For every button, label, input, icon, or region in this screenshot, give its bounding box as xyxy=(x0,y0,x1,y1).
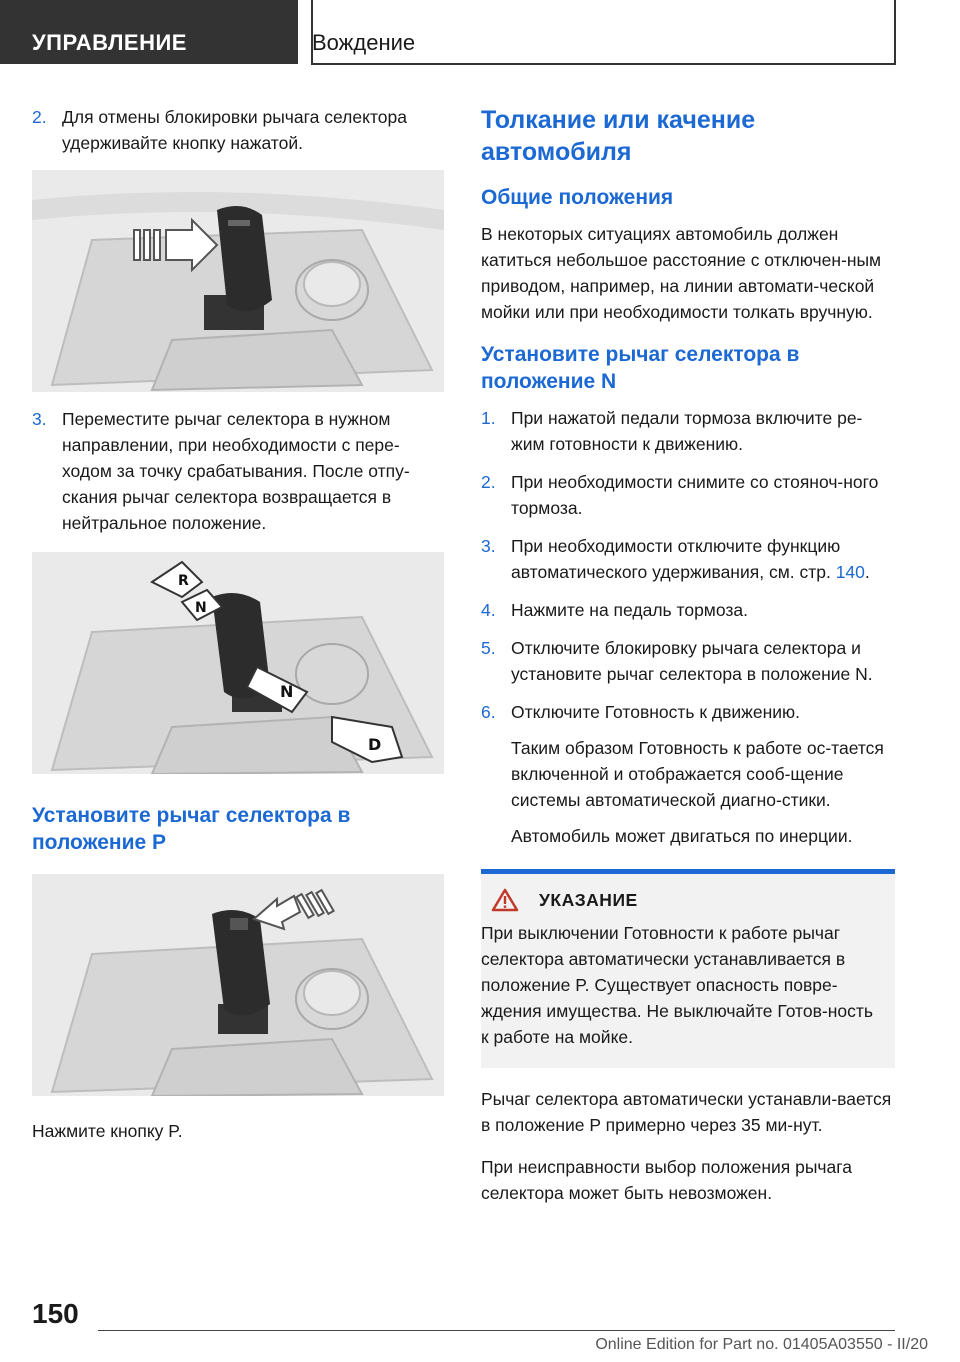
general-text: В некоторых ситуациях автомобиль должен катиться небольшое расстояние с отключен-ным приводом, например, на линии автомати-ческой мойки или при необходимости толкать вручную. xyxy=(481,224,882,322)
step-text: Для отмены блокировки рычага селектора удерживайте кнопку нажатой. xyxy=(62,107,407,153)
step-number: 3. xyxy=(481,536,496,556)
footer-rule xyxy=(98,1330,895,1331)
step-5 xyxy=(481,635,895,687)
right-column xyxy=(481,104,895,1222)
label-r: R xyxy=(178,573,189,589)
edition-text: Online Edition for Part no. 01405A03550 - II/20 xyxy=(595,1336,928,1353)
heading-position-n: Установите рычаг селектора в положение N xyxy=(481,343,800,393)
step-number: 1. xyxy=(481,408,496,428)
step-3 xyxy=(481,533,895,585)
step-text: При нажатой педали тормоза включите ре-жим готовности к движению. xyxy=(511,408,863,454)
step-text: Отключите блокировку рычага селектора и установите рычаг селектора в положение N. xyxy=(511,638,873,684)
shifter-button-illustration xyxy=(32,170,444,392)
step-1 xyxy=(481,405,895,457)
step-3 xyxy=(32,406,444,536)
park-button-illustration xyxy=(32,874,444,1096)
notice-header xyxy=(481,888,881,912)
step-text: При необходимости снимите со стояноч-ного тормоза. xyxy=(511,472,879,518)
step-text: Отключите Готовность к движению. xyxy=(511,702,801,722)
step-number: 5. xyxy=(481,638,496,658)
step-number: 2. xyxy=(481,472,496,492)
step-number: 2. xyxy=(32,107,47,127)
chapter-title: Вождение xyxy=(312,30,416,55)
warning-triangle-icon xyxy=(491,888,519,912)
label-d: D xyxy=(368,735,382,754)
step-text: Переместите рычаг селектора в нужном направлении, при необходимости с пере-ходом за точку срабатывания. После отпу-скания рычаг селектора возвращается в нейтральное положение. xyxy=(62,409,410,533)
label-n-upper: N xyxy=(195,600,207,616)
step-2 xyxy=(481,469,895,521)
step-4 xyxy=(481,597,895,623)
caption-press-p: Нажмите кнопку P. xyxy=(32,1121,183,1141)
notice-text: При выключении Готовности к работе рычаг селектора автоматически устанавливается в положение P. Существует опасность повре-ждения имущества. Не выключайте Готов-ность к работе на мойке. xyxy=(481,923,873,1047)
paragraph-auto-park: Рычаг селектора автоматически устанавли-вается в положение P примерно через 35 ми-нут. xyxy=(481,1089,892,1135)
page-number: 150 xyxy=(32,1298,79,1329)
step-text: При необходимости отключите функцию автоматического удерживания, см. стр. xyxy=(511,536,841,582)
step-text-end: . xyxy=(864,562,870,582)
heading-general: Общие положения xyxy=(481,186,674,209)
step-6 xyxy=(481,699,895,849)
step-number: 6. xyxy=(481,702,496,722)
label-n: N xyxy=(280,682,294,701)
section-title: Толкание или качение автомобиля xyxy=(481,106,756,166)
heading-position-p: Установите рычаг селектора в положение P xyxy=(32,804,351,854)
shifter-direction-illustration xyxy=(32,552,444,774)
step-number: 3. xyxy=(32,409,47,429)
notice-box xyxy=(481,869,895,1068)
header-underline xyxy=(311,63,896,65)
header-right-border xyxy=(894,0,896,65)
page-reference-link[interactable]: 140 xyxy=(835,562,865,582)
step-text: Нажмите на педаль тормоза. xyxy=(511,600,748,620)
step-note: Автомобиль может двигаться по инерции. xyxy=(511,826,853,846)
left-column xyxy=(32,104,444,1160)
step-note: Таким образом Готовность к работе ос-тается включенной и отображается сооб-щение системы автоматической диагно-стики. xyxy=(511,738,884,810)
step-2 xyxy=(32,104,444,156)
step-number: 4. xyxy=(481,600,496,620)
paragraph-malfunction: При неисправности выбор положения рычага селектора может быть невозможен. xyxy=(481,1157,853,1203)
section-tab: УПРАВЛЕНИЕ xyxy=(0,0,298,64)
notice-title: УКАЗАНИЕ xyxy=(539,889,638,910)
